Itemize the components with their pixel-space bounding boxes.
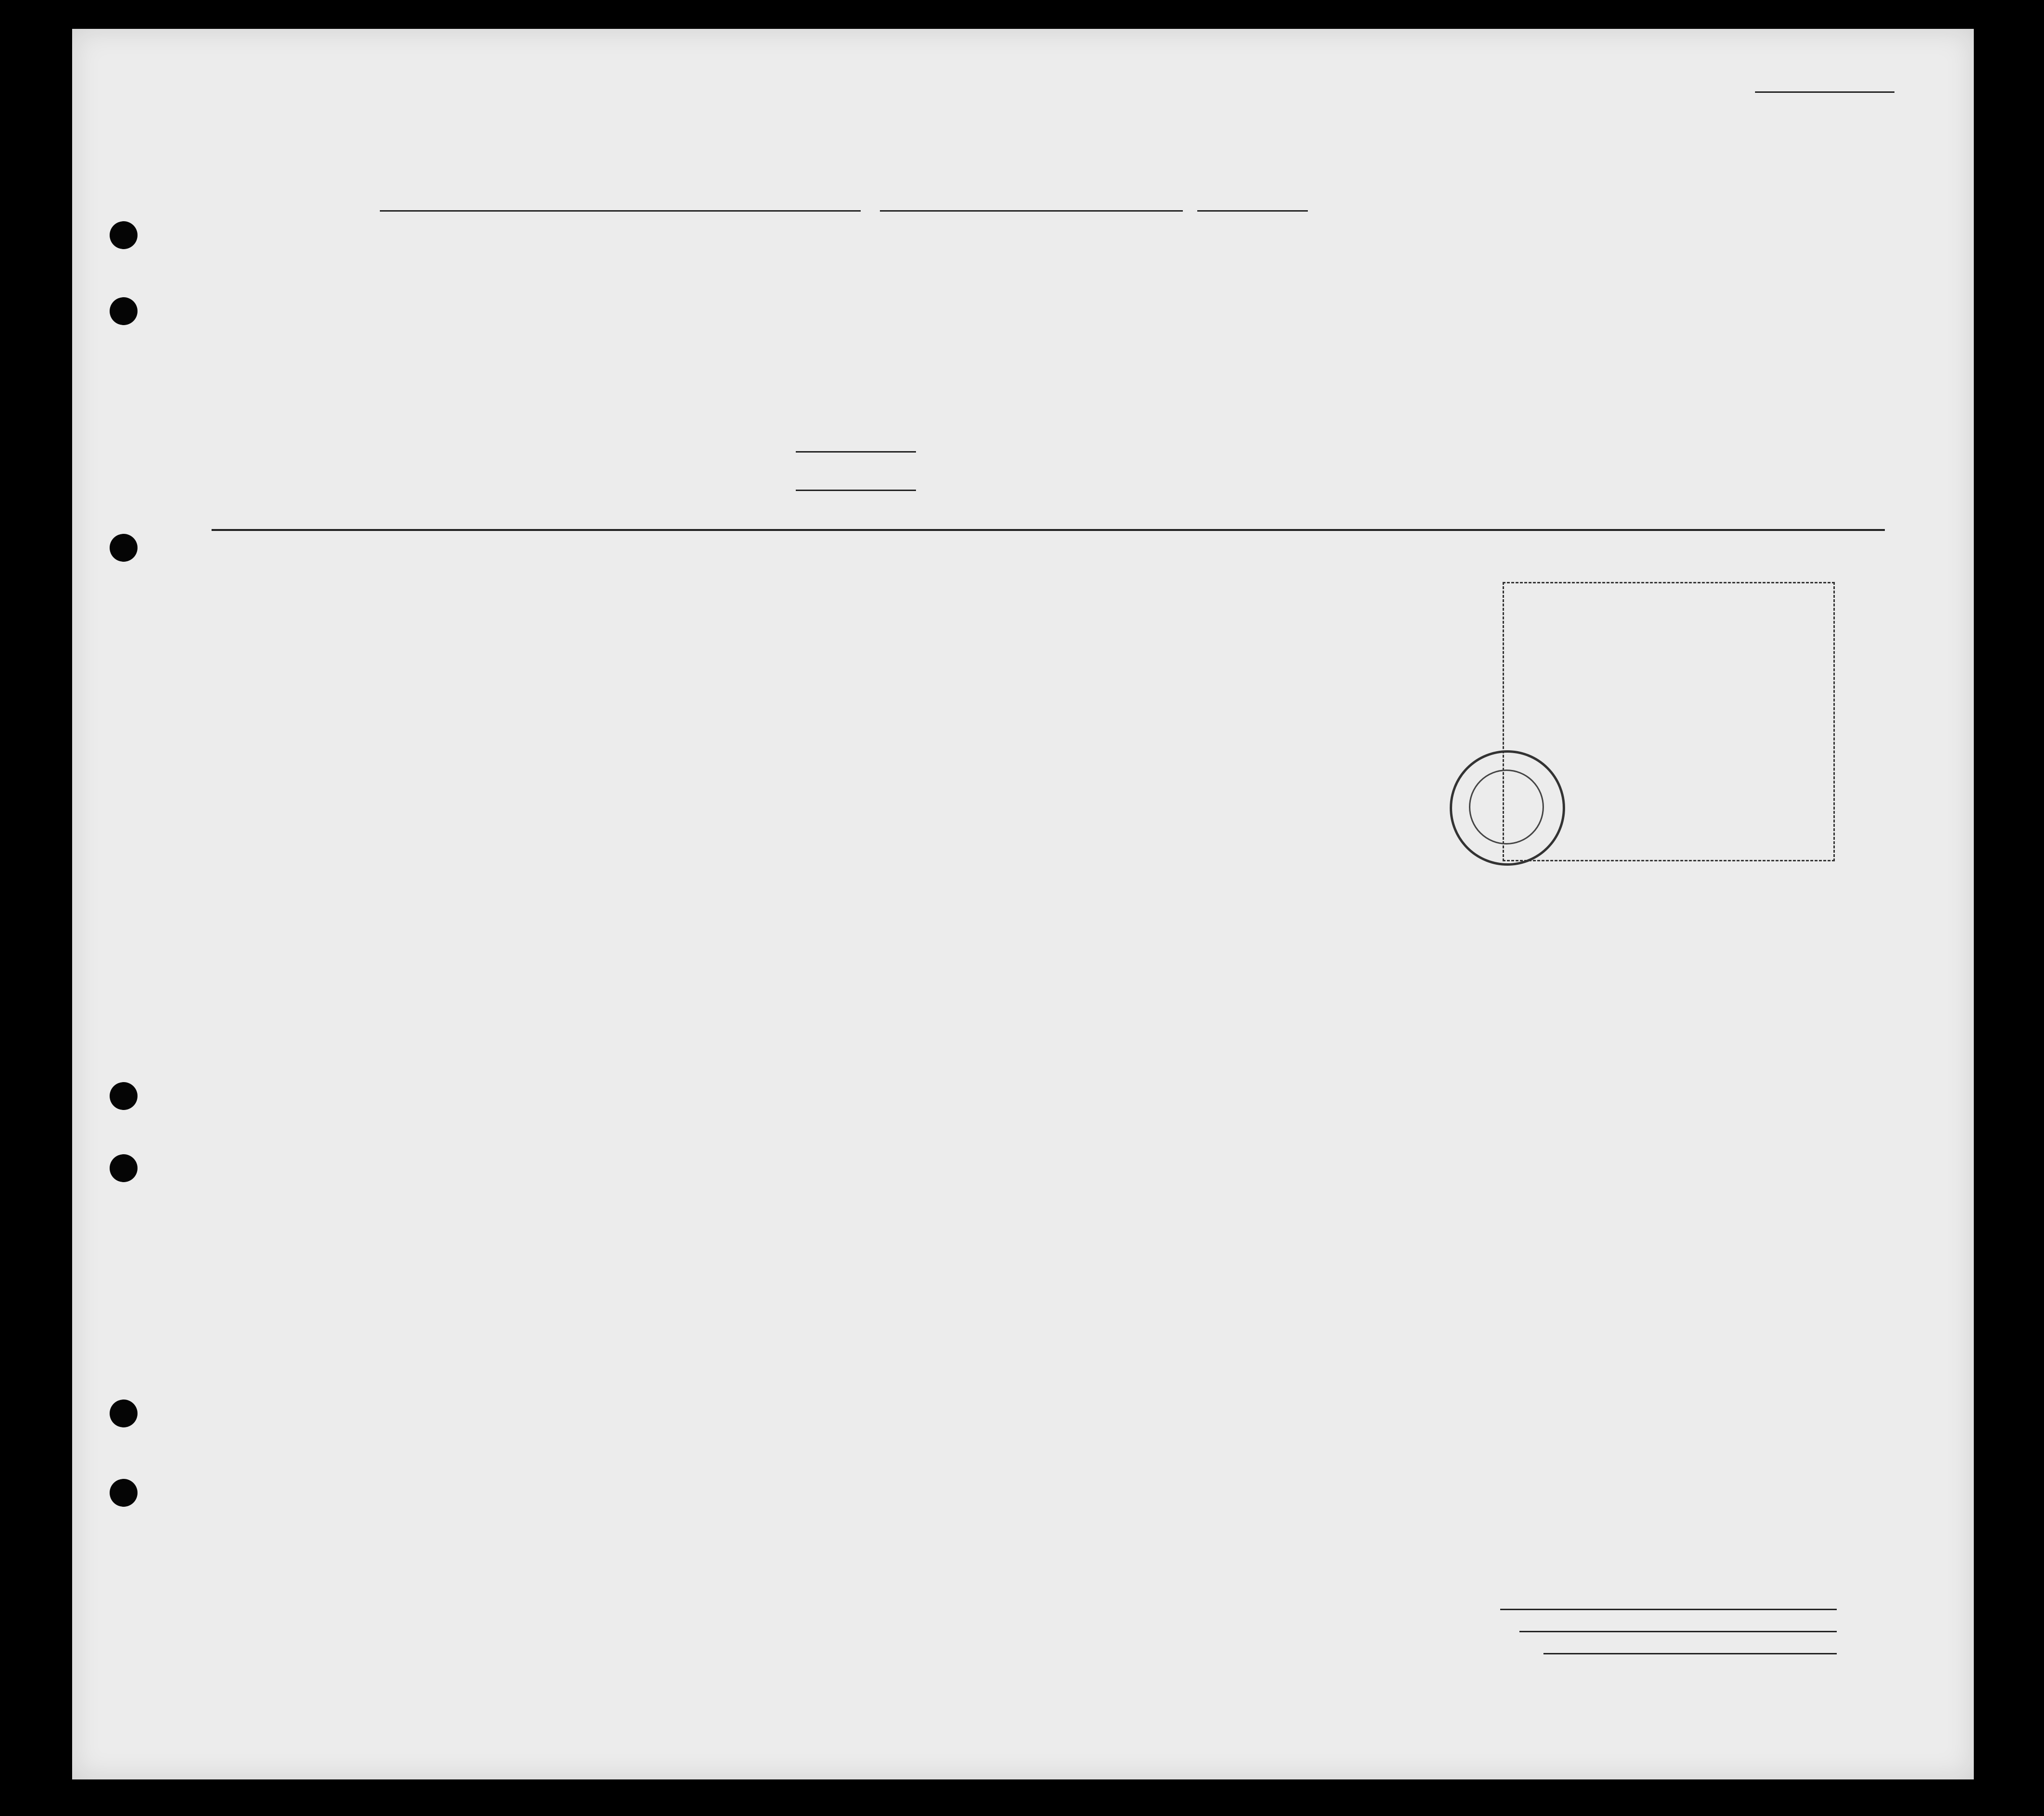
punch-hole [110, 221, 138, 249]
consulate-seal-stamp [1450, 750, 1565, 866]
punch-hole [110, 297, 138, 325]
form-sheet [72, 29, 1974, 1779]
punch-hole [110, 1400, 138, 1427]
punch-hole [110, 1154, 138, 1182]
punch-hole [110, 534, 138, 562]
punch-hole [110, 1082, 138, 1110]
punch-hole [110, 1479, 138, 1507]
